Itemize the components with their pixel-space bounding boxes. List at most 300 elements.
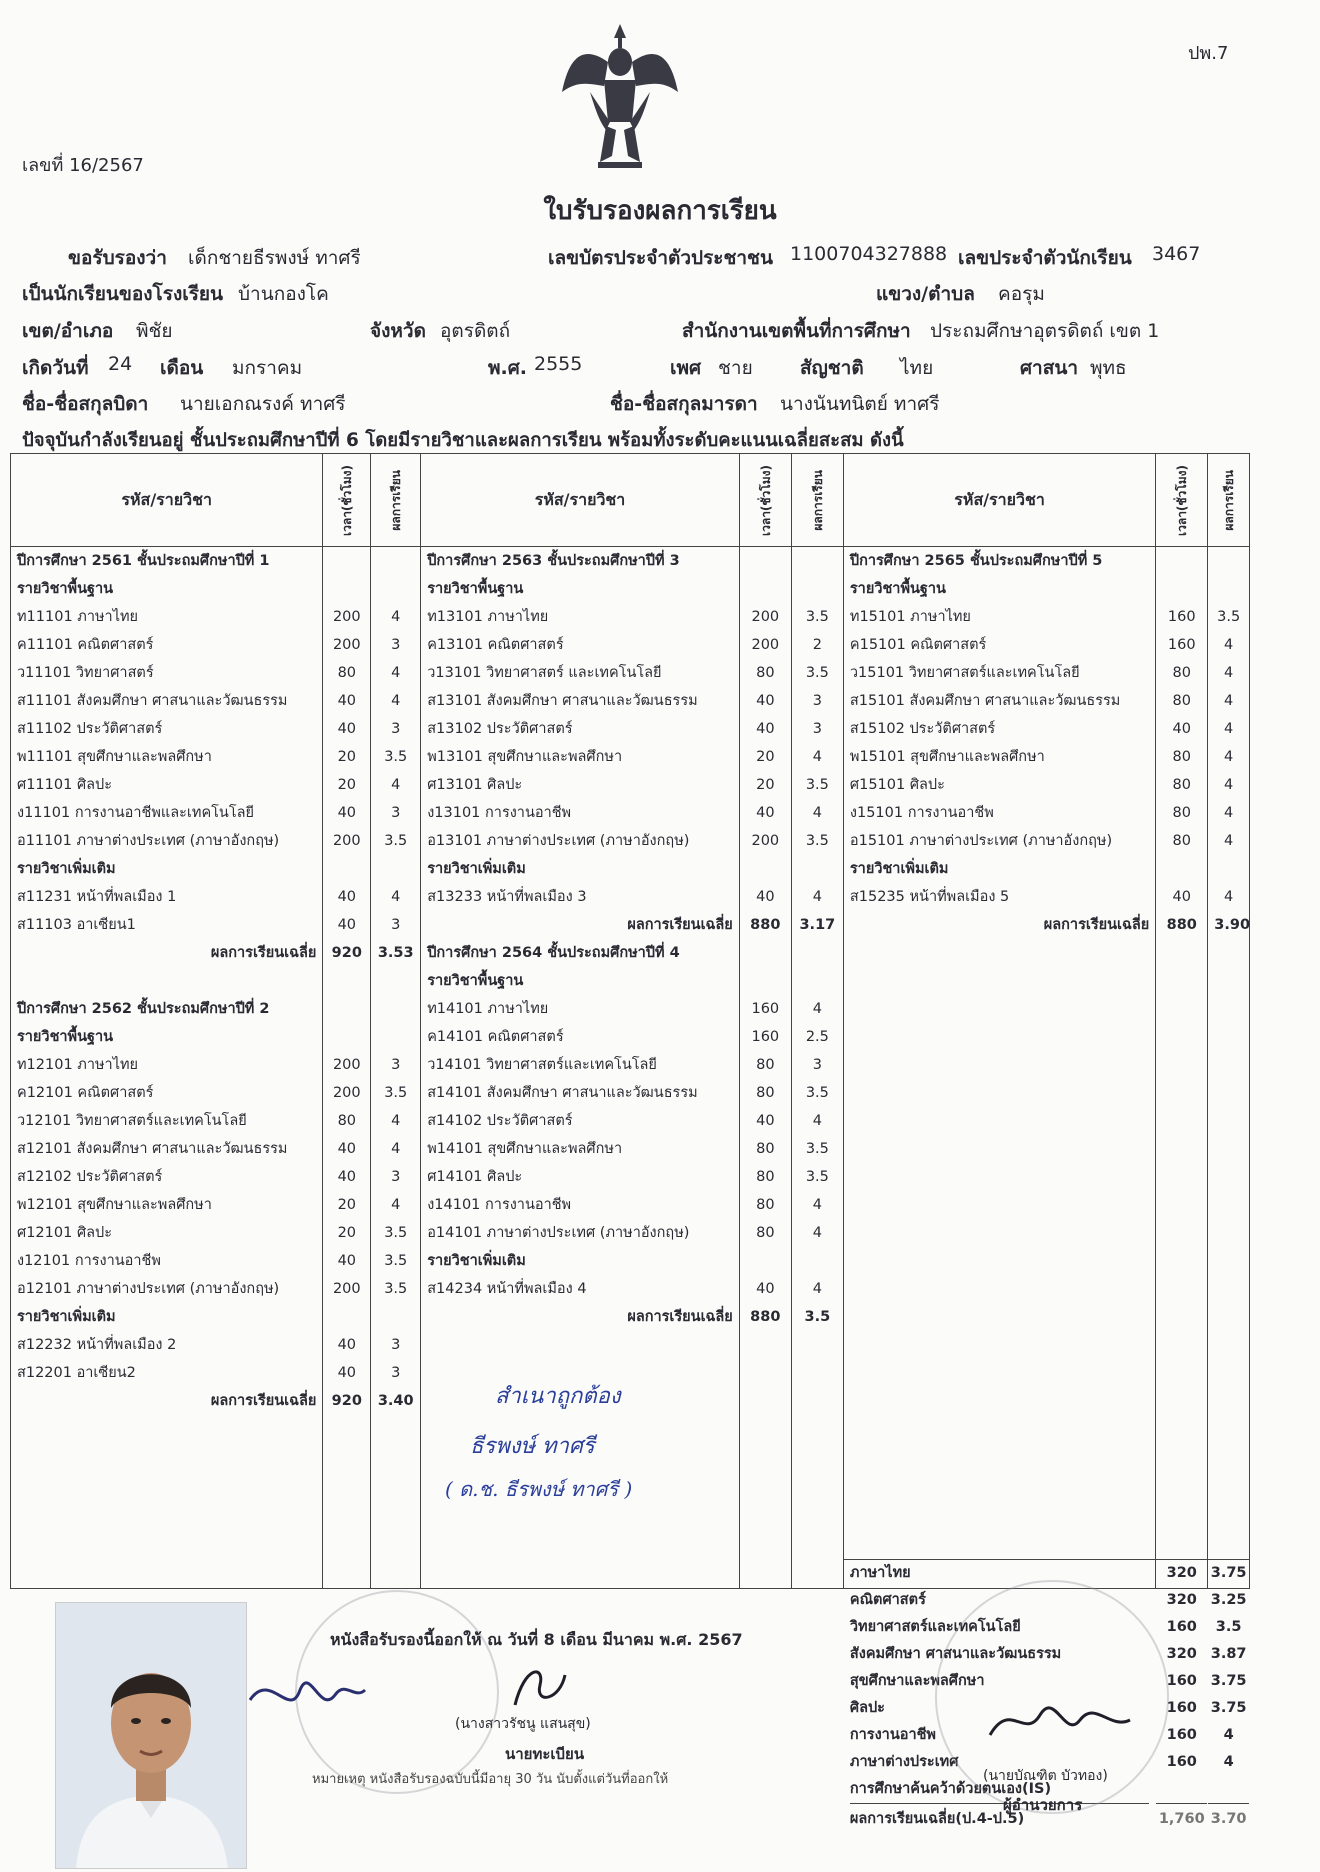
hours-cell: 40 [337,889,357,905]
subject-cell: รายวิชาพื้นฐาน [427,973,524,989]
grade-cell: 3 [812,1057,822,1073]
hours-cell: 40 [756,721,775,737]
grade-cell: 3.5 [805,1085,829,1101]
province-value: อุตรดิตถ์ [440,320,511,342]
hours-cell: 40 [337,1337,357,1353]
grade-cell: 3 [812,693,822,709]
subject-cell: ปีการศึกษา 2564 ชั้นประถมศึกษาปีที่ 4 [427,945,680,961]
hours-cell: 20 [337,1225,357,1241]
hours-cell: 80 [337,1113,357,1129]
subject-cell: พ14101 สุขศึกษาและพลศึกษา [427,1141,623,1157]
grade-cell [798,939,837,967]
hours-cell [1162,547,1201,575]
subject-cell: รายวิชาพื้นฐาน [17,1029,114,1045]
grade-cell: 3 [391,805,401,821]
hours-cell: 160 [1167,609,1196,625]
hours-cell [329,995,364,1023]
hours-cell: 80 [756,1197,775,1213]
director-name: (นายบัณฑิต บัวทอง) [983,1768,1108,1784]
average-grade: 3.5 [804,1309,831,1325]
subject-cell: รายวิชาเพิ่มเติม [427,1253,526,1269]
hours-cell [1162,575,1201,603]
grade-cell [798,855,837,883]
subject-cell: รายวิชาพื้นฐาน [17,581,114,597]
grade-cell: 4 [391,609,401,625]
hours-cell: 40 [337,1169,357,1185]
grade-cell: 3.5 [384,1253,408,1269]
hours-cell: 80 [756,1085,775,1101]
subject-cell: อ14101 ภาษาต่างประเทศ (ภาษาอังกฤษ) [427,1225,690,1241]
year-label: พ.ศ. [488,357,528,379]
garuda-emblem-icon [560,22,680,172]
grade-cell: 4 [812,805,822,821]
grade-cell [377,855,414,883]
summary-subject: ภาษาต่างประเทศ [849,1754,959,1770]
grade-cell: 4 [391,693,401,709]
subject-cell: ส13102 ประวัติศาสตร์ [427,721,573,737]
summary-hours: 320 [1166,1592,1197,1608]
summary-hours: 160 [1166,1727,1197,1743]
handwritten-certified-copy: สำเนาถูกต้อง [495,1384,621,1409]
subject-cell: ส13233 หน้าที่พลเมือง 3 [427,889,587,905]
subject-cell: รายวิชาพื้นฐาน [427,581,524,597]
director-title: ผู้อำนวยการ [1003,1796,1083,1814]
grade-cell: 4 [1224,665,1234,681]
hours-cell: 40 [337,1141,357,1157]
header-subject-3: รหัส/รายวิชา [843,454,1155,547]
hours-cell [329,1023,364,1051]
hours-cell: 40 [337,917,357,933]
subject-cell: ว11101 วิทยาศาสตร์ [17,665,154,681]
issued-date: หนังสือรับรองนี้ออกให้ ณ วันที่ 8 เดือน มีนาคม พ.ศ. 2567 [330,1630,743,1649]
grade-cell: 4 [1224,693,1234,709]
grade-cell [798,1247,837,1275]
grade-cell: 3 [391,1365,401,1381]
grade-cell: 3 [391,1337,401,1353]
grade-cell: 2 [812,637,822,653]
column-3-hours [1156,547,1208,1827]
hours-cell [1162,855,1201,883]
header-subject-2: รหัส/รายวิชา [421,454,740,547]
average-grade: 3.53 [377,945,414,961]
grade-cell: 2.5 [805,1029,829,1045]
hours-cell: 40 [1172,721,1191,737]
grade-cell: 3.5 [805,833,829,849]
summary-grade: 4 [1223,1754,1234,1770]
handwritten-signature-student: ธีรพงษ์ ทาศรี [470,1434,595,1459]
subject-cell: พ12101 สุขศึกษาและพลศึกษา [17,1197,212,1213]
subject-cell: ค13101 คณิตศาสตร์ [427,637,564,653]
subject-cell: ส15101 สังคมศึกษา ศาสนาและวัฒนธรรม [849,693,1121,709]
hours-cell: 40 [1172,889,1191,905]
hours-cell [329,547,364,575]
id-card-number: 1100704327888 [790,243,948,265]
student-number: 3467 [1152,243,1201,265]
summary-hours: 160 [1166,1619,1197,1635]
summary-grade: 4 [1223,1727,1234,1743]
subject-cell: ท12101 ภาษาไทย [17,1057,139,1073]
grade-cell: 3.5 [805,1141,829,1157]
hours-cell: 40 [756,805,775,821]
grade-cell: 4 [391,777,401,793]
registrar-title: นายทะเบียน [505,1745,585,1763]
hours-cell [329,575,364,603]
summary-hours: 160 [1166,1754,1197,1770]
average-label: ผลการเรียนเฉลี่ย [1043,917,1150,933]
grade-cell [798,967,837,995]
subject-cell: รายวิชาพื้นฐาน [849,581,946,597]
subject-cell: อ12101 ภาษาต่างประเทศ (ภาษาอังกฤษ) [17,1281,280,1297]
average-label: ผลการเรียนเฉลี่ย [627,917,733,933]
subject-cell: รายวิชาเพิ่มเติม [17,861,116,877]
subject-cell: ศ11101 ศิลปะ [17,777,113,793]
grade-cell [377,1023,414,1051]
subject-cell: ส13101 สังคมศึกษา ศาสนาและวัฒนธรรม [427,693,698,709]
subject-cell: ศ12101 ศิลปะ [17,1225,113,1241]
grade-cell: 4 [1224,749,1234,765]
hours-cell: 80 [1172,805,1191,821]
grade-cell: 4 [812,749,822,765]
average-hours: 880 [750,1309,781,1325]
grade-cell: 3 [391,917,401,933]
religion-value: พุทธ [1090,357,1127,379]
grade-cell [377,1303,414,1331]
summary-subject: ศิลปะ [849,1700,885,1716]
summary-subject: วิทยาศาสตร์และเทคโนโลยี [849,1619,1021,1635]
subject-cell: รายวิชาเพิ่มเติม [849,861,949,877]
subject-cell: ส11231 หน้าที่พลเมือง 1 [17,889,177,905]
signature-registrar-icon [505,1655,575,1715]
area-value: ประถมศึกษาอุตรดิตถ์ เขต 1 [930,320,1160,342]
grade-cell: 4 [812,1197,822,1213]
nationality-label: สัญชาติ [800,357,864,379]
grade-cell: 4 [812,1225,822,1241]
summary-grade: 3.75 [1210,1565,1247,1581]
grade-cell [377,575,414,603]
summary-subject: ภาษาไทย [849,1565,911,1581]
hours-cell: 80 [756,1141,775,1157]
grade-cell: 3.5 [805,777,829,793]
summary-hours: 320 [1166,1565,1197,1581]
subject-cell: อ13101 ภาษาต่างประเทศ (ภาษาอังกฤษ) [427,833,690,849]
document-number: เลขที่ 16/2567 [22,155,144,176]
grade-cell: 4 [812,1281,822,1297]
grade-cell [798,547,837,575]
subject-cell: ส11103 อาเซียน1 [17,917,136,933]
summary-grade: 3.75 [1210,1673,1247,1689]
summary-total-label: ผลการเรียนเฉลี่ย(ป.4-ป.5) [850,1803,1149,1834]
subject-cell: ส14102 ประวัติศาสตร์ [427,1113,573,1129]
hours-cell: 80 [756,1057,775,1073]
hours-cell: 200 [751,833,780,849]
month-label: เดือน [160,357,204,379]
grade-cell: 3.5 [805,665,829,681]
summary-total-hours: 1,760 [1156,1803,1207,1834]
grade-cell: 3 [391,721,401,737]
hours-cell [746,547,785,575]
summary-subject: สุขศึกษาและพลศึกษา [849,1673,985,1689]
grade-cell: 3.5 [384,1225,408,1241]
subject-cell: ง11101 การงานอาชีพและเทคโนโลยี [17,805,255,821]
hours-cell: 40 [337,1253,357,1269]
average-grade: 3.40 [377,1393,414,1409]
page-title: ใบรับรองผลการเรียน [543,196,777,226]
column-1-hours [323,547,371,1589]
father-name: นายเอกณรงค์ ทาศรี [180,393,346,415]
subject-cell: ง12101 การงานอาชีพ [17,1253,161,1269]
school-label: เป็นนักเรียนของโรงเรียน [22,283,224,305]
subject-cell: ส12201 อาเซียน2 [17,1365,136,1381]
subject-cell: ง13101 การงานอาชีพ [427,805,572,821]
nationality-value: ไทย [900,357,934,379]
born-day: 24 [108,353,133,375]
grade-cell: 3.5 [384,1085,408,1101]
hours-cell: 80 [756,1169,775,1185]
summary-subject: การงานอาชีพ [849,1727,936,1743]
hours-cell: 40 [337,1365,357,1381]
id-card-label: เลขบัตรประจำตัวประชาชน [548,247,773,269]
hours-cell: 200 [332,637,361,653]
form-number: ปพ.7 [1188,43,1229,64]
grade-cell: 4 [1224,721,1234,737]
religion-label: ศาสนา [1020,357,1078,379]
header-hours-1: เวลา(ชั่วโมง) [340,464,355,536]
hours-cell: 80 [1172,749,1191,765]
header-grade-1: ผลการเรียน [389,469,404,531]
subject-cell: ส14234 หน้าที่พลเมือง 4 [427,1281,587,1297]
subject-cell: ส11101 สังคมศึกษา ศาสนาและวัฒนธรรม [17,693,288,709]
hours-cell: 20 [756,777,775,793]
subject-cell: ปีการศึกษา 2563 ชั้นประถมศึกษาปีที่ 3 [427,553,680,569]
grade-cell: 3.5 [1217,609,1241,625]
summary-block [1156,1559,1207,1827]
hours-cell: 80 [756,665,775,681]
registrar-name: (นางสาวรัชนู แสนสุข) [455,1716,591,1732]
grade-cell [798,575,837,603]
summary-hours: 160 [1166,1700,1197,1716]
subject-cell: ค12101 คณิตศาสตร์ [17,1085,154,1101]
grade-cell: 4 [1224,777,1234,793]
summary-subject: สังคมศึกษา ศาสนาและวัฒนธรรม [849,1646,1062,1662]
subject-cell: อ11101 ภาษาต่างประเทศ (ภาษาอังกฤษ) [17,833,280,849]
hours-cell [746,855,785,883]
summary-grade: 3.87 [1210,1646,1247,1662]
hours-cell: 20 [337,749,357,765]
hours-cell: 80 [1172,665,1191,681]
column-2-grades [791,547,843,1589]
subject-cell: ท14101 ภาษาไทย [427,1001,549,1017]
header-hours-2: เวลา(ชั่วโมง) [758,464,773,536]
current-study-line: ปัจจุบันกำลังเรียนอยู่ ชั้นประถมศึกษาปีที่ 6 โดยมีรายวิชาและผลการเรียน พร้อมทั้งระดับคะแนนเฉลี่ยสะสม ดังนี้ [22,430,904,451]
born-month: มกราคม [232,357,303,379]
province-label: จังหวัด [370,320,426,342]
area-label: สำนักงานเขตพื้นที่การศึกษา [682,320,911,342]
hours-cell: 200 [332,1057,361,1073]
grade-cell: 3.5 [384,1281,408,1297]
header-grade-2: ผลการเรียน [810,469,825,531]
sex-value: ชาย [718,357,753,379]
grade-cell: 4 [391,665,401,681]
average-hours: 920 [331,945,362,961]
subject-cell: ส14101 สังคมศึกษา ศาสนาและวัฒนธรรม [427,1085,698,1101]
grade-cell: 4 [391,1141,401,1157]
subject-cell: ปีการศึกษา 2562 ชั้นประถมศึกษาปีที่ 2 [17,1001,270,1017]
handwritten-student-name: ( ด.ช. ธีรพงษ์ ทาศรี ) [445,1477,633,1501]
average-label: ผลการเรียนเฉลี่ย [627,1309,733,1325]
grade-cell [377,547,414,575]
signature-left-icon [240,1660,370,1730]
grade-cell: 4 [1224,805,1234,821]
hours-cell: 200 [332,1085,361,1101]
grade-cell: 3.5 [384,749,408,765]
subject-cell: ท15101 ภาษาไทย [849,609,971,625]
average-label: ผลการเรียนเฉลี่ย [210,1393,317,1409]
father-label: ชื่อ-ชื่อสกุลบิดา [22,393,149,415]
hours-cell: 40 [756,1113,775,1129]
summary-subject: การศึกษาค้นคว้าด้วยตนเอง(IS) [849,1781,1052,1797]
subject-cell: ปีการศึกษา 2561 ชั้นประถมศึกษาปีที่ 1 [17,553,270,569]
summary-grade: 3.75 [1210,1700,1247,1716]
district-value: พิชัย [136,320,173,342]
subject-cell: ศ13101 ศิลปะ [427,777,523,793]
subject-cell: รายวิชาเพิ่มเติม [17,1309,116,1325]
subject-cell: ท13101 ภาษาไทย [427,609,549,625]
subject-cell: ท11101 ภาษาไทย [17,609,139,625]
hours-cell: 80 [1172,833,1191,849]
subject-cell: ค15101 คณิตศาสตร์ [849,637,987,653]
subject-cell: ส15235 หน้าที่พลเมือง 5 [849,889,1010,905]
hours-cell: 200 [751,609,780,625]
subject-cell: ว13101 วิทยาศาสตร์ และเทคโนโลยี [427,665,662,681]
grade-cell: 3 [391,637,401,653]
subject-cell: ส15102 ประวัติศาสตร์ [849,721,996,737]
average-hours: 880 [750,917,781,933]
subject-cell: ส12102 ประวัติศาสตร์ [17,1169,163,1185]
grade-cell [377,967,414,995]
grade-cell: 3.5 [805,1169,829,1185]
signature-director-icon [980,1680,1140,1760]
subject-cell: ว15101 วิทยาศาสตร์และเทคโนโลยี [849,665,1080,681]
hours-cell: 40 [337,805,357,821]
subject-cell: ง14101 การงานอาชีพ [427,1197,572,1213]
grade-cell: 4 [391,1197,401,1213]
hours-cell [329,1303,364,1331]
column-2-hours [739,547,791,1589]
hours-cell [746,1247,785,1275]
school-name: บ้านกองโค [238,283,329,305]
hours-cell: 200 [332,609,361,625]
sex-label: เพศ [670,357,702,379]
mother-label: ชื่อ-ชื่อสกุลมารดา [610,393,758,415]
summary-hours: 160 [1166,1673,1197,1689]
header-grade-3: ผลการเรียน [1222,469,1237,531]
validity-note: หมายเหตุ หนังสือรับรองฉบับนี้มีอายุ 30 วัน นับตั้งแต่วันที่ออกให้ [312,1772,669,1787]
district-label: เขต/อำเภอ [22,320,114,342]
hours-cell: 20 [337,1197,357,1213]
subject-cell: พ13101 สุขศึกษาและพลศึกษา [427,749,623,765]
grade-cell: 3 [391,1057,401,1073]
hours-cell: 80 [1172,693,1191,709]
grade-cell: 4 [812,1113,822,1129]
subdistrict-value: คอรุม [998,283,1045,305]
subject-cell: ง15101 การงานอาชีพ [849,805,994,821]
header-hours-3: เวลา(ชั่วโมง) [1175,464,1190,536]
subject-cell [17,967,316,995]
born-label: เกิดวันที่ [22,357,89,379]
grade-cell: 3.5 [805,609,829,625]
summary-total-grade: 3.70 [1208,1803,1249,1834]
hours-cell: 80 [337,665,357,681]
column-3-grades [1208,547,1251,1827]
subject-cell: ศ14101 ศิลปะ [427,1169,523,1185]
subject-cell: ส11102 ประวัติศาสตร์ [17,721,163,737]
hours-cell: 20 [337,777,357,793]
grade-cell [1214,575,1243,603]
grade-cell: 4 [391,1113,401,1129]
student-photo [55,1602,247,1869]
subject-cell: ศ15101 ศิลปะ [849,777,945,793]
subject-cell: ค11101 คณิตศาสตร์ [17,637,154,653]
certify-label: ขอรับรองว่า [68,247,167,269]
hours-cell: 40 [337,693,357,709]
header-subject-1: รหัส/รายวิชา [11,454,323,547]
subject-cell: พ15101 สุขศึกษาและพลศึกษา [849,749,1045,765]
grade-cell: 4 [1224,833,1234,849]
hours-cell: 80 [1172,777,1191,793]
subject-cell: ส12232 หน้าที่พลเมือง 2 [17,1337,177,1353]
average-hours: 880 [1166,917,1197,933]
hours-cell: 40 [337,721,357,737]
grade-cell: 3 [812,721,822,737]
grade-cell: 3.5 [384,833,408,849]
hours-cell: 40 [756,1281,775,1297]
mother-name: นางนันทนิตย์ ทาศรี [780,393,940,415]
hours-cell [329,967,364,995]
subject-cell: รายวิชาเพิ่มเติม [427,861,526,877]
summary-subject: คณิตศาสตร์ [849,1592,926,1608]
grade-cell [1214,547,1243,575]
student-no-label: เลขประจำตัวนักเรียน [958,247,1132,269]
grade-cell: 3 [391,1169,401,1185]
student-portrait-icon [56,1603,246,1868]
grade-cell: 4 [1224,637,1234,653]
summary-hours: 320 [1166,1646,1197,1662]
summary-grade: 3.5 [1215,1619,1242,1635]
hours-cell: 20 [756,749,775,765]
summary-grade [1208,1776,1249,1803]
student-name: เด็กชายธีรพงษ์ ทาศรี [188,247,361,269]
grade-cell [377,995,414,1023]
average-grade: 3.90 [1214,917,1251,933]
born-year: 2555 [534,353,583,375]
hours-cell: 160 [751,1001,780,1017]
subject-cell: ปีการศึกษา 2565 ชั้นประถมศึกษาปีที่ 5 [849,553,1103,569]
subject-cell: ว14101 วิทยาศาสตร์และเทคโนโลยี [427,1057,657,1073]
subdistrict-label: แขวง/ตำบล [876,283,975,305]
subject-cell: ว12101 วิทยาศาสตร์และเทคโนโลยี [17,1113,247,1129]
grade-cell: 4 [812,1001,822,1017]
hours-cell [329,855,364,883]
average-label: ผลการเรียนเฉลี่ย [210,945,317,961]
hours-cell: 160 [1167,637,1196,653]
hours-cell: 40 [756,889,775,905]
hours-cell: 80 [756,1225,775,1241]
hours-cell: 200 [751,637,780,653]
grade-cell: 4 [391,889,401,905]
hours-cell: 200 [332,1281,361,1297]
hours-cell: 200 [332,833,361,849]
summary-grade: 3.25 [1210,1592,1247,1608]
